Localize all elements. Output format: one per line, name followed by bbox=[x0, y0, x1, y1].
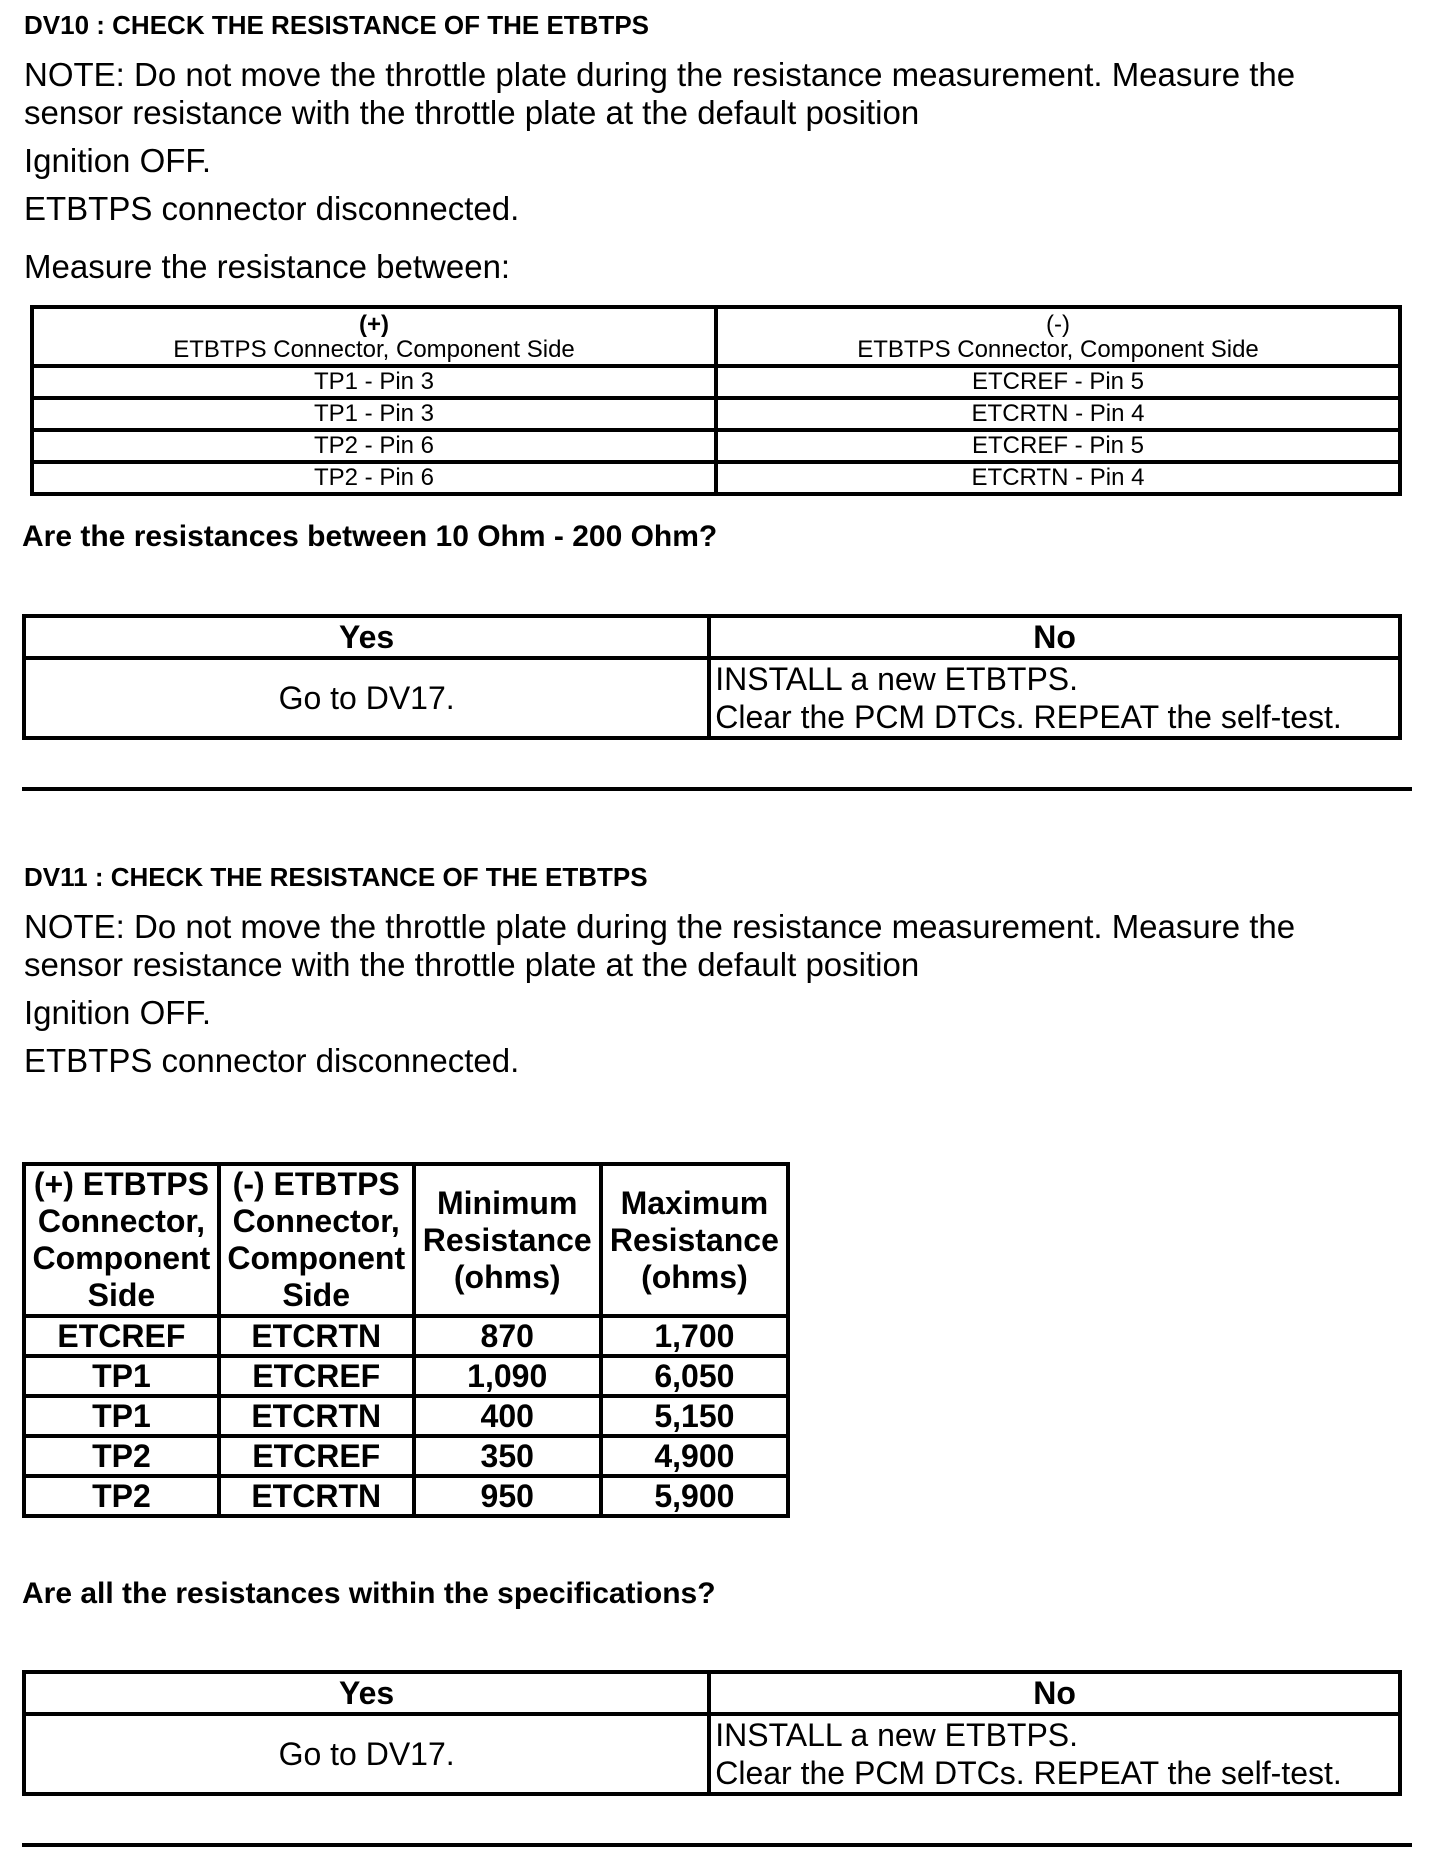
dv10-pin-table-header bbox=[32, 307, 1400, 366]
min-resistance: 1,090 bbox=[414, 1356, 601, 1396]
negative-connector-header bbox=[219, 1164, 414, 1316]
answer-header-row bbox=[24, 616, 1400, 658]
positive-pin: TP2 bbox=[24, 1436, 219, 1476]
negative-pin: ETCRTN - Pin 4 bbox=[716, 462, 1400, 494]
table-row bbox=[24, 1476, 788, 1516]
header-line: (+) ETBTPS bbox=[33, 1166, 209, 1202]
table-row bbox=[24, 1436, 788, 1476]
answer-body-row bbox=[24, 658, 1400, 738]
max-resistance: 5,900 bbox=[601, 1476, 788, 1516]
yes-action: Go to DV17. bbox=[24, 1714, 709, 1794]
header-line: Component bbox=[32, 1240, 211, 1276]
max-resistance: 1,700 bbox=[601, 1316, 788, 1356]
positive-sign: (+) bbox=[359, 310, 389, 338]
table-row bbox=[32, 430, 1400, 462]
yes-action: Go to DV17. bbox=[24, 658, 709, 738]
header-line: Side bbox=[87, 1277, 156, 1313]
positive-pin: TP1 - Pin 3 bbox=[32, 366, 716, 398]
header-line: Connector, bbox=[232, 1203, 400, 1239]
no-action-line1: INSTALL a new ETBTPS. bbox=[715, 661, 1079, 697]
no-header: No bbox=[709, 1672, 1400, 1714]
dv11-note bbox=[24, 908, 1295, 984]
table-row bbox=[24, 1316, 788, 1356]
answer-body-row bbox=[24, 1714, 1400, 1794]
min-resistance: 350 bbox=[414, 1436, 601, 1476]
dv10-heading: DV10 : CHECK THE RESISTANCE OF THE ETBTPS bbox=[24, 10, 650, 40]
dv10-col-negative-header bbox=[716, 307, 1400, 366]
dv10-note-line2: sensor resistance with the throttle plate at the default position bbox=[24, 94, 920, 131]
no-action bbox=[709, 1714, 1400, 1794]
dv10-col-positive-header bbox=[32, 307, 716, 366]
dv11-note-line1: NOTE: Do not move the throttle plate during the resistance measurement. Measure the bbox=[24, 908, 1296, 945]
dv10-question: Are the resistances between 10 Ohm - 200 Ohm? bbox=[22, 520, 718, 553]
negative-pin: ETCRTN bbox=[219, 1396, 414, 1436]
positive-pin: TP2 - Pin 6 bbox=[32, 462, 716, 494]
table-row bbox=[24, 1396, 788, 1436]
table-row bbox=[24, 1356, 788, 1396]
negative-pin: ETCREF bbox=[219, 1436, 414, 1476]
dv10-note-line1: NOTE: Do not move the throttle plate during the resistance measurement. Measure the bbox=[24, 56, 1296, 93]
dv10-connector-status: ETBTPS connector disconnected. bbox=[24, 190, 520, 227]
table-row bbox=[32, 366, 1400, 398]
dv11-ignition: Ignition OFF. bbox=[24, 994, 212, 1031]
positive-connector-header bbox=[24, 1164, 219, 1316]
minimum-resistance-header bbox=[414, 1164, 601, 1316]
max-resistance: 4,900 bbox=[601, 1436, 788, 1476]
header-line: Minimum bbox=[436, 1184, 578, 1221]
header-line: Resistance bbox=[422, 1221, 592, 1258]
min-resistance: 950 bbox=[414, 1476, 601, 1516]
max-resistance: 5,150 bbox=[601, 1396, 788, 1436]
positive-label: ETBTPS Connector, Component Side bbox=[173, 335, 575, 363]
dv10-measure-instruction: Measure the resistance between: bbox=[24, 248, 511, 285]
dv11-spec-table-header bbox=[24, 1164, 788, 1316]
yes-header: Yes bbox=[24, 1672, 709, 1714]
dv11-note-line2: sensor resistance with the throttle plate at the default position bbox=[24, 946, 920, 983]
dv11-heading: DV11 : CHECK THE RESISTANCE OF THE ETBTPS bbox=[24, 862, 648, 892]
section-divider bbox=[22, 1843, 1412, 1847]
dv10-ignition: Ignition OFF. bbox=[24, 142, 212, 179]
dv10-pin-table bbox=[30, 305, 1402, 496]
table-row bbox=[32, 462, 1400, 494]
yes-header: Yes bbox=[24, 616, 709, 658]
negative-pin: ETCREF bbox=[219, 1356, 414, 1396]
header-line: Component bbox=[227, 1240, 406, 1276]
negative-sign: (-) bbox=[1046, 310, 1070, 338]
max-resistance: 6,050 bbox=[601, 1356, 788, 1396]
header-line: (ohms) bbox=[641, 1258, 748, 1295]
positive-pin: ETCREF bbox=[24, 1316, 219, 1356]
positive-pin: TP1 bbox=[24, 1356, 219, 1396]
negative-pin: ETCRTN bbox=[219, 1476, 414, 1516]
header-line: Side bbox=[282, 1277, 350, 1313]
no-action-line2: Clear the PCM DTCs. REPEAT the self-test. bbox=[715, 699, 1342, 735]
dv11-question: Are all the resistances within the specifications? bbox=[22, 1577, 716, 1610]
table-row bbox=[32, 398, 1400, 430]
dv11-spec-table bbox=[22, 1162, 790, 1518]
header-line: (-) ETBTPS bbox=[232, 1166, 400, 1202]
header-line: Connector, bbox=[37, 1203, 205, 1239]
dv11-connector-status: ETBTPS connector disconnected. bbox=[24, 1042, 520, 1079]
positive-pin: TP2 bbox=[24, 1476, 219, 1516]
positive-pin: TP2 - Pin 6 bbox=[32, 430, 716, 462]
negative-pin: ETCRTN - Pin 4 bbox=[716, 398, 1400, 430]
header-line: Resistance bbox=[609, 1221, 779, 1258]
dv10-note bbox=[24, 56, 1295, 132]
dv10-answer-table bbox=[22, 614, 1402, 740]
dv11-answer-table bbox=[22, 1670, 1402, 1796]
negative-pin: ETCRTN bbox=[219, 1316, 414, 1356]
min-resistance: 870 bbox=[414, 1316, 601, 1356]
no-header: No bbox=[709, 616, 1400, 658]
min-resistance: 400 bbox=[414, 1396, 601, 1436]
no-action bbox=[709, 658, 1400, 738]
negative-pin: ETCREF - Pin 5 bbox=[716, 430, 1400, 462]
negative-pin: ETCREF - Pin 5 bbox=[716, 366, 1400, 398]
positive-pin: TP1 - Pin 3 bbox=[32, 398, 716, 430]
maximum-resistance-header bbox=[601, 1164, 788, 1316]
no-action-line2: Clear the PCM DTCs. REPEAT the self-test. bbox=[715, 1755, 1342, 1791]
header-line: Maximum bbox=[620, 1184, 769, 1221]
answer-header-row bbox=[24, 1672, 1400, 1714]
positive-pin: TP1 bbox=[24, 1396, 219, 1436]
negative-label: ETBTPS Connector, Component Side bbox=[857, 335, 1259, 363]
header-line: (ohms) bbox=[453, 1258, 561, 1295]
no-action-line1: INSTALL a new ETBTPS. bbox=[715, 1717, 1079, 1753]
section-divider bbox=[22, 787, 1412, 791]
